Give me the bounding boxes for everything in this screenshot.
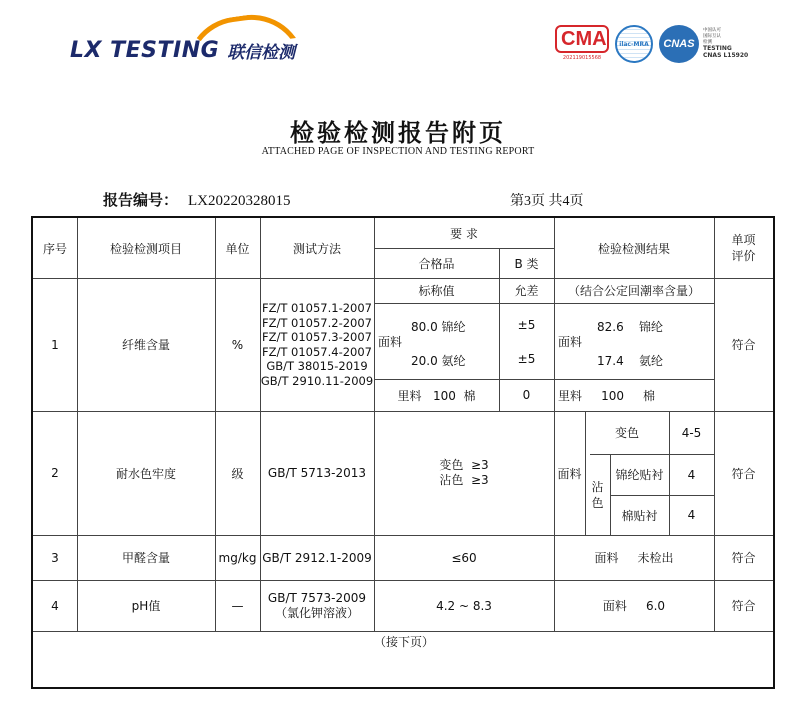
row4-result: 面料 6.0 (602, 599, 666, 613)
row1-item: 纤维含量 (121, 338, 170, 352)
row4-evaluation: 符合 (731, 599, 756, 613)
header-qualified: 合格品 (418, 256, 455, 271)
logo-arc (179, 8, 305, 78)
row2-fabric-label: 面料 (557, 466, 582, 481)
header-method: 测试方法 (292, 241, 341, 256)
cma-number: 202119015568 (562, 55, 602, 61)
row2-nylon-fabric-label: 锦纶贴衬 (615, 468, 664, 482)
header-requirement: 要 求 (450, 226, 478, 241)
row2-evaluation: 符合 (731, 466, 756, 481)
row3-requirement: ≤60 (451, 550, 477, 565)
header-evaluation: 单项 评价 (731, 233, 756, 263)
row2-item: 耐水色牢度 (115, 466, 176, 481)
row1-result-note: （结合公定回潮率含量） (567, 284, 700, 298)
row1-unit: % (231, 337, 244, 352)
cnas-line: CNAS L15920 (703, 52, 749, 59)
report-number-label: 报告编号： (103, 193, 179, 209)
row2-cotton-fabric-label: 棉贴衬 (621, 508, 658, 523)
continued-note: （接下页） (374, 635, 435, 649)
row2-color-change-label: 变色 (614, 426, 639, 440)
header-result: 检验检测结果 (597, 241, 670, 256)
row1-fabric-label: 面料 (377, 334, 402, 349)
row2-unit: 级 (231, 466, 244, 481)
row1-tol-spandex: ±5 (517, 352, 536, 366)
logo-text-en: LX TESTING (70, 38, 220, 63)
report-number (103, 189, 291, 210)
row1-result-fabric-label: 面料 (557, 334, 582, 349)
row1-res-nylon: 82.6 锦纶 (597, 320, 663, 334)
row1-lining-res: 里料 100 棉 (558, 388, 656, 403)
ilac-label: ilac-MRA (619, 40, 649, 48)
company-logo (70, 38, 295, 63)
header-item: 检验检测项目 (109, 241, 182, 256)
row3-no: 3 (51, 550, 59, 565)
row2-color-change-value: 4-5 (681, 425, 702, 440)
row3-result: 面料 未检出 (594, 551, 674, 565)
row4-unit: — (231, 598, 244, 613)
row1-res-spandex: 17.4 氨纶 (597, 354, 663, 368)
report-subtitle: ATTACHED PAGE OF INSPECTION AND TESTING REPORT (261, 146, 535, 157)
row1-req-spandex: 20.0 氨纶 (411, 354, 466, 368)
row1-tolerance-label: 允差 (514, 284, 539, 298)
row-divider (33, 631, 773, 632)
row1-no: 1 (51, 337, 59, 352)
row2-cotton-fabric-value: 4 (687, 508, 696, 522)
row1-tol-nylon: ±5 (517, 318, 536, 332)
row1-req-nylon: 80.0 锦纶 (411, 320, 466, 334)
cnas-text (703, 28, 748, 60)
cma-mark (555, 25, 609, 61)
page-indicator: 第3页 共4页 (510, 194, 584, 209)
header-no: 序号 (42, 241, 67, 256)
row4-item: pH值 (131, 599, 161, 613)
cnas-mark (659, 25, 748, 63)
row2-nylon-fabric-value: 4 (687, 467, 696, 482)
results-table (31, 216, 775, 689)
cnas-line: TESTING (703, 45, 732, 52)
row3-unit: mg/kg (218, 550, 257, 565)
cma-logo: CMA (555, 25, 609, 53)
row2-method: GB/T 5713-2013 (267, 466, 367, 480)
row4-no: 4 (51, 598, 59, 613)
row3-evaluation: 符合 (731, 551, 756, 565)
certification-marks (555, 25, 748, 63)
sub-divider (374, 303, 714, 304)
row1-nominal-label: 标称值 (418, 284, 455, 298)
report-number-value: LX20220328015 (188, 193, 291, 209)
cnas-line: 国际互认 (703, 34, 721, 39)
row4-requirement: 4.2 ~ 8.3 (436, 598, 492, 613)
cnas-line: 中国认可 (703, 28, 721, 33)
row4-method: GB/T 7573-2009 （氯化钾溶液） (267, 590, 367, 620)
row1-methods: FZ/T 01057.1-2007 FZ/T 01057.2-2007 FZ/T 01057.3-2007 FZ/T 01057.4-2007 GB/T 38015-2019 GB/T 2910.11-2009 (260, 301, 374, 388)
row2-no: 2 (51, 466, 59, 480)
logo-text-cn: 联信检测 (227, 43, 296, 63)
row3-method: GB/T 2912.1-2009 (262, 550, 372, 565)
header-unit: 单位 (225, 241, 250, 256)
cnas-logo: CNAS (659, 25, 699, 63)
row2-staining-label: 沾 色 (591, 479, 604, 510)
row1-lining-tol: 0 (522, 388, 531, 402)
ilac-mra-icon (615, 25, 653, 63)
row3-item: 甲醛含量 (121, 551, 170, 565)
row1-lining-req: 里料 100 棉 (397, 388, 476, 403)
header-class-b: B 类 (514, 256, 539, 271)
row2-requirement: 变色 ≥3 沾色 ≥3 (439, 458, 489, 487)
report-title: 检验检测报告附页 (290, 118, 506, 147)
row1-evaluation: 符合 (731, 338, 756, 352)
cnas-line: 检测 (703, 40, 712, 45)
